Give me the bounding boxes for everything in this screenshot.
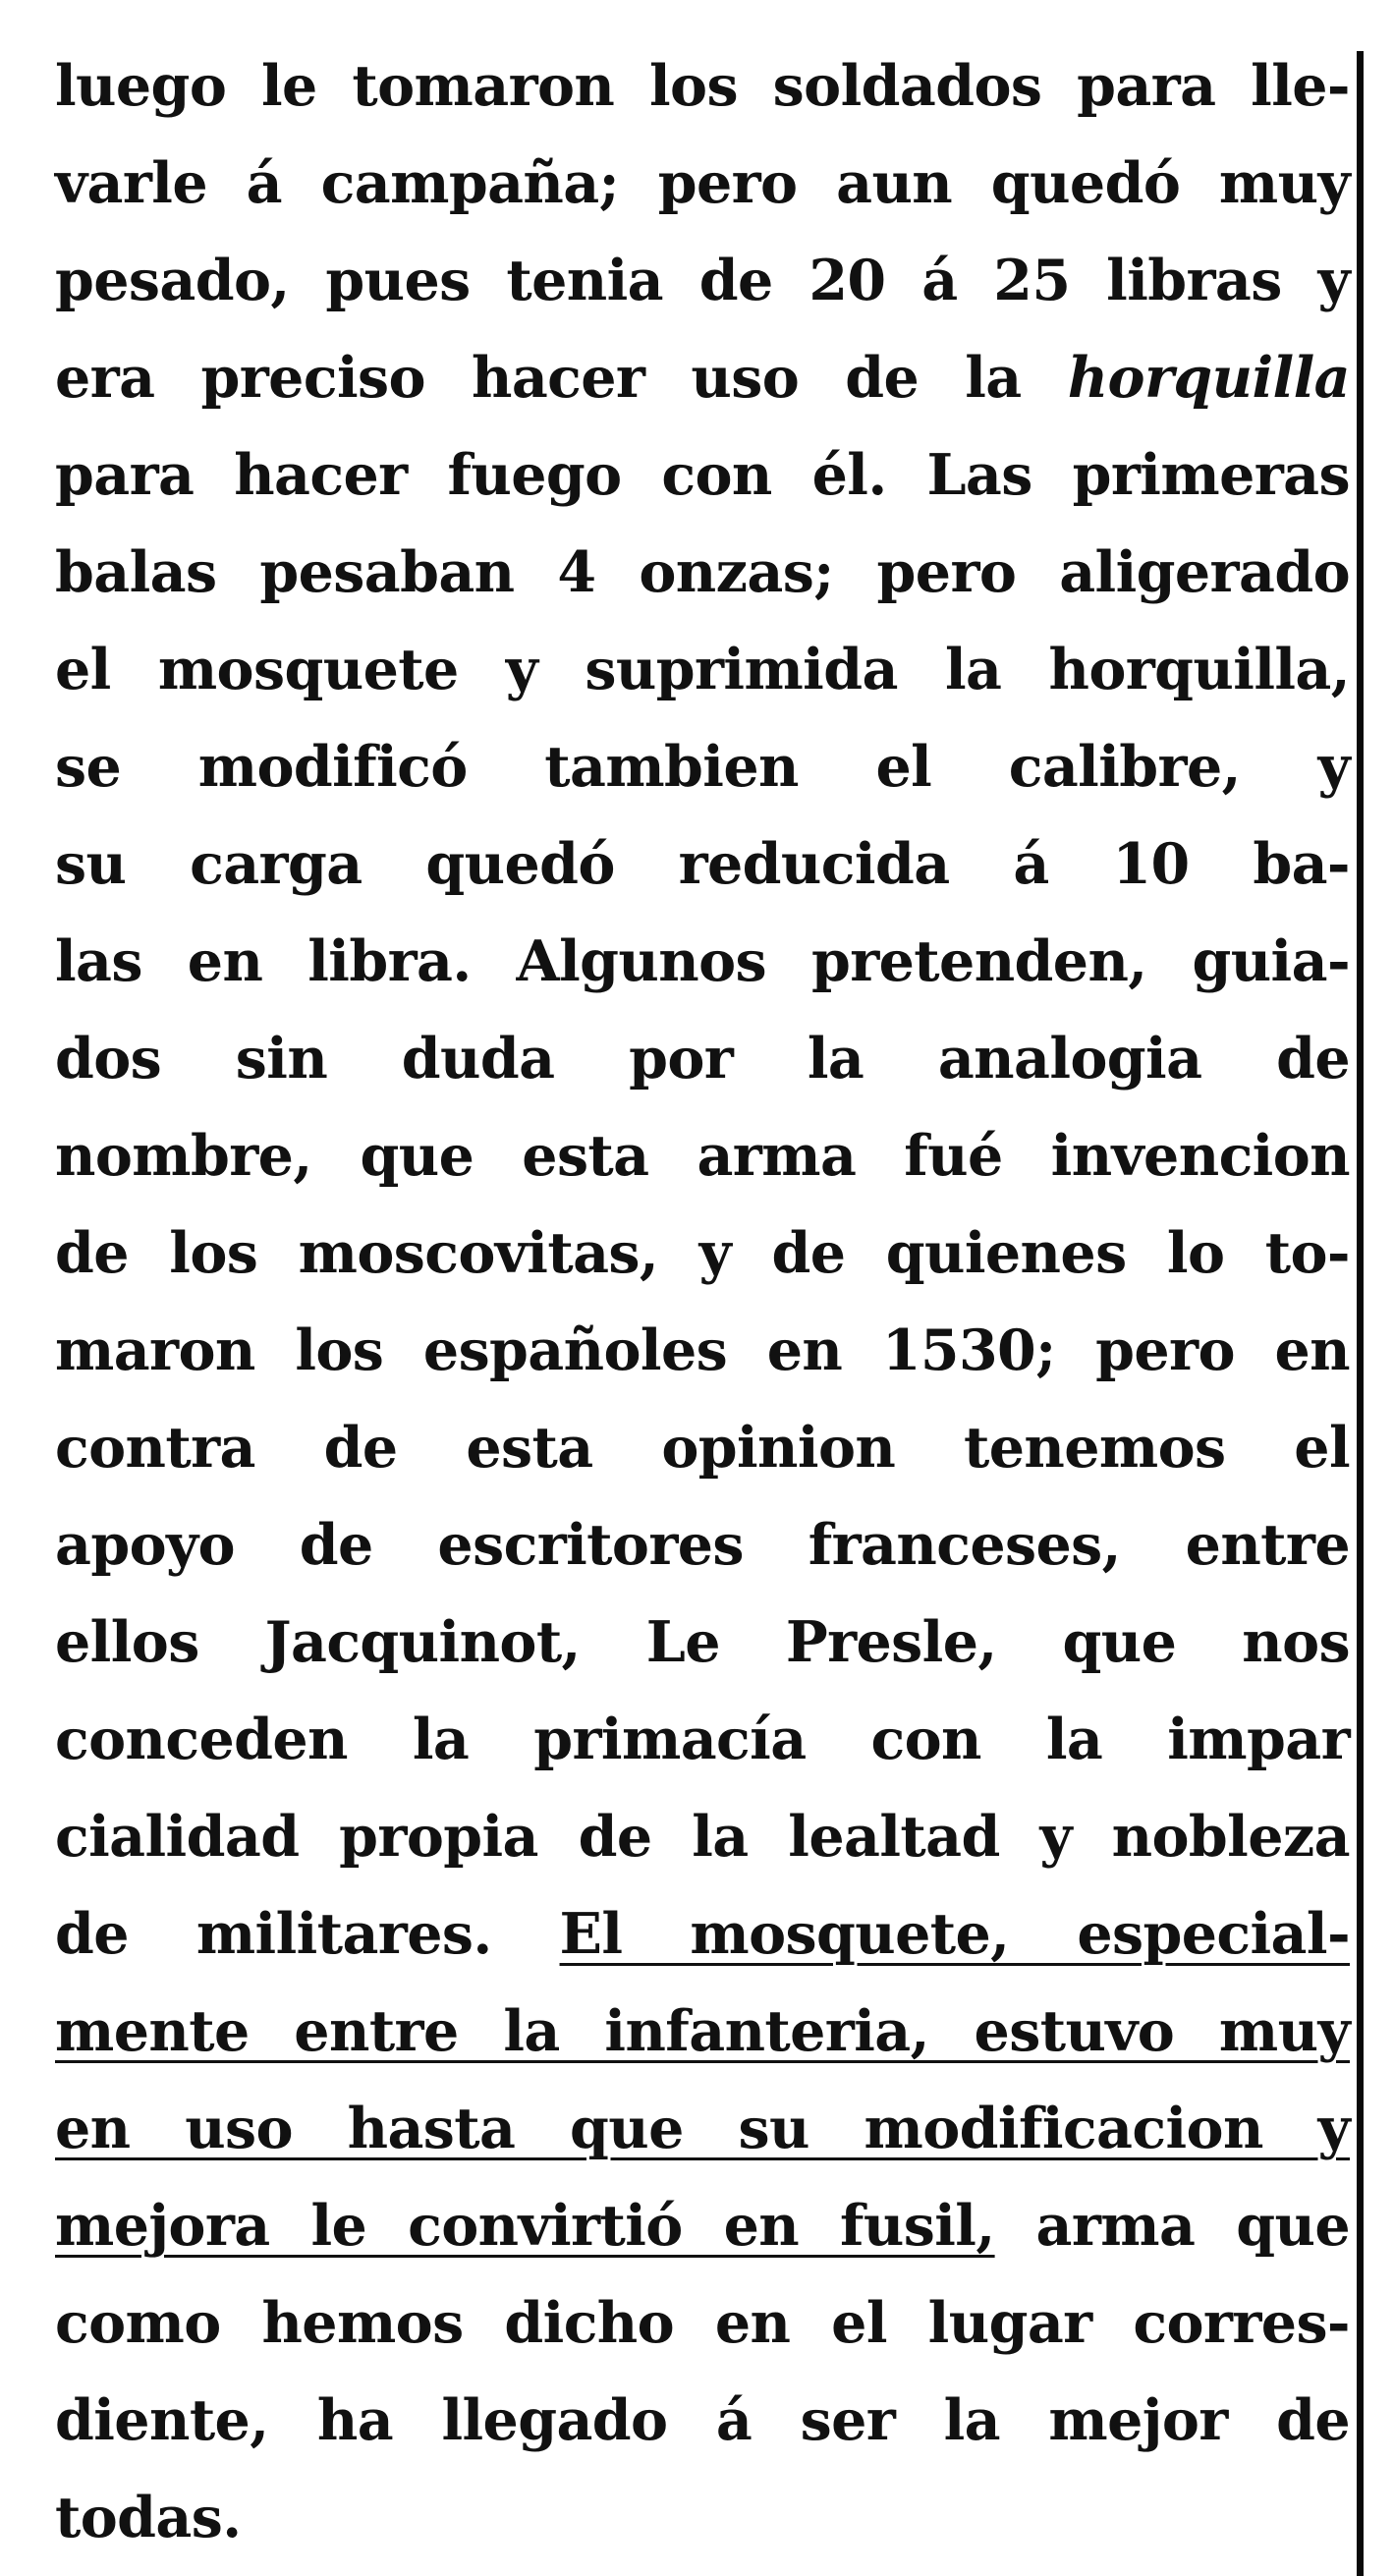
- text-line: contra de esta opinion tenemos el: [55, 1415, 1350, 1481]
- text-line: diente, ha llegado á ser la mejor de: [55, 2387, 1350, 2453]
- underlined-line: en uso hasta que su modificacion y: [55, 2096, 1350, 2161]
- text-line: como hemos dicho en el lugar corres-: [55, 2290, 1350, 2356]
- text-line: mejora le convirtió en fusil, arma que: [55, 2193, 1350, 2259]
- underlined-passage: mejora le convirtió en fusil,: [55, 2193, 995, 2259]
- text-line: apoyo de escritores franceses, entre: [55, 1512, 1350, 1578]
- text-line: dos sin duda por la analogia de: [55, 1026, 1350, 1092]
- text-line: varle á campaña; pero aun quedó muy: [55, 150, 1350, 216]
- text-line: para hacer fuego con él. Las primeras: [55, 442, 1350, 508]
- text-line: balas pesaban 4 onzas; pero aligerado: [55, 539, 1350, 605]
- text-line: cialidad propia de la lealtad y nobleza: [55, 1804, 1350, 1870]
- italic-term: horquilla: [1067, 345, 1350, 411]
- text-line: maron los españoles en 1530; pero en: [55, 1317, 1350, 1383]
- text-line: de los moscovitas, y de quienes lo to-: [55, 1220, 1350, 1286]
- text-line: todas.: [55, 2485, 242, 2550]
- text-line: su carga quedó reducida á 10 ba-: [55, 831, 1350, 897]
- text-line: el mosquete y suprimida la horquilla,: [55, 637, 1350, 702]
- text-line: era preciso hacer uso de la horquilla: [55, 345, 1350, 411]
- text-line: conceden la primacía con la impar: [55, 1707, 1350, 1772]
- underlined-passage: El mosquete, especial-: [559, 1901, 1350, 1967]
- text-line: de militares. El mosquete, especial-: [55, 1901, 1350, 1967]
- article-text: [55, 37, 1350, 2566]
- text-line: ellos Jacquinot, Le Presle, que nos: [55, 1609, 1350, 1675]
- text-line: las en libra. Algunos pretenden, guia-: [55, 928, 1350, 994]
- column-rule: [1357, 51, 1364, 2576]
- text-line: se modificó tambien el calibre, y: [55, 734, 1350, 800]
- text-line: nombre, que esta arma fué invencion: [55, 1123, 1350, 1189]
- text-line: pesado, pues tenia de 20 á 25 libras y: [55, 248, 1350, 313]
- text-line: luego le tomaron los soldados para lle-: [55, 53, 1350, 119]
- underlined-line: mente entre la infanteria, estuvo muy: [55, 1998, 1350, 2064]
